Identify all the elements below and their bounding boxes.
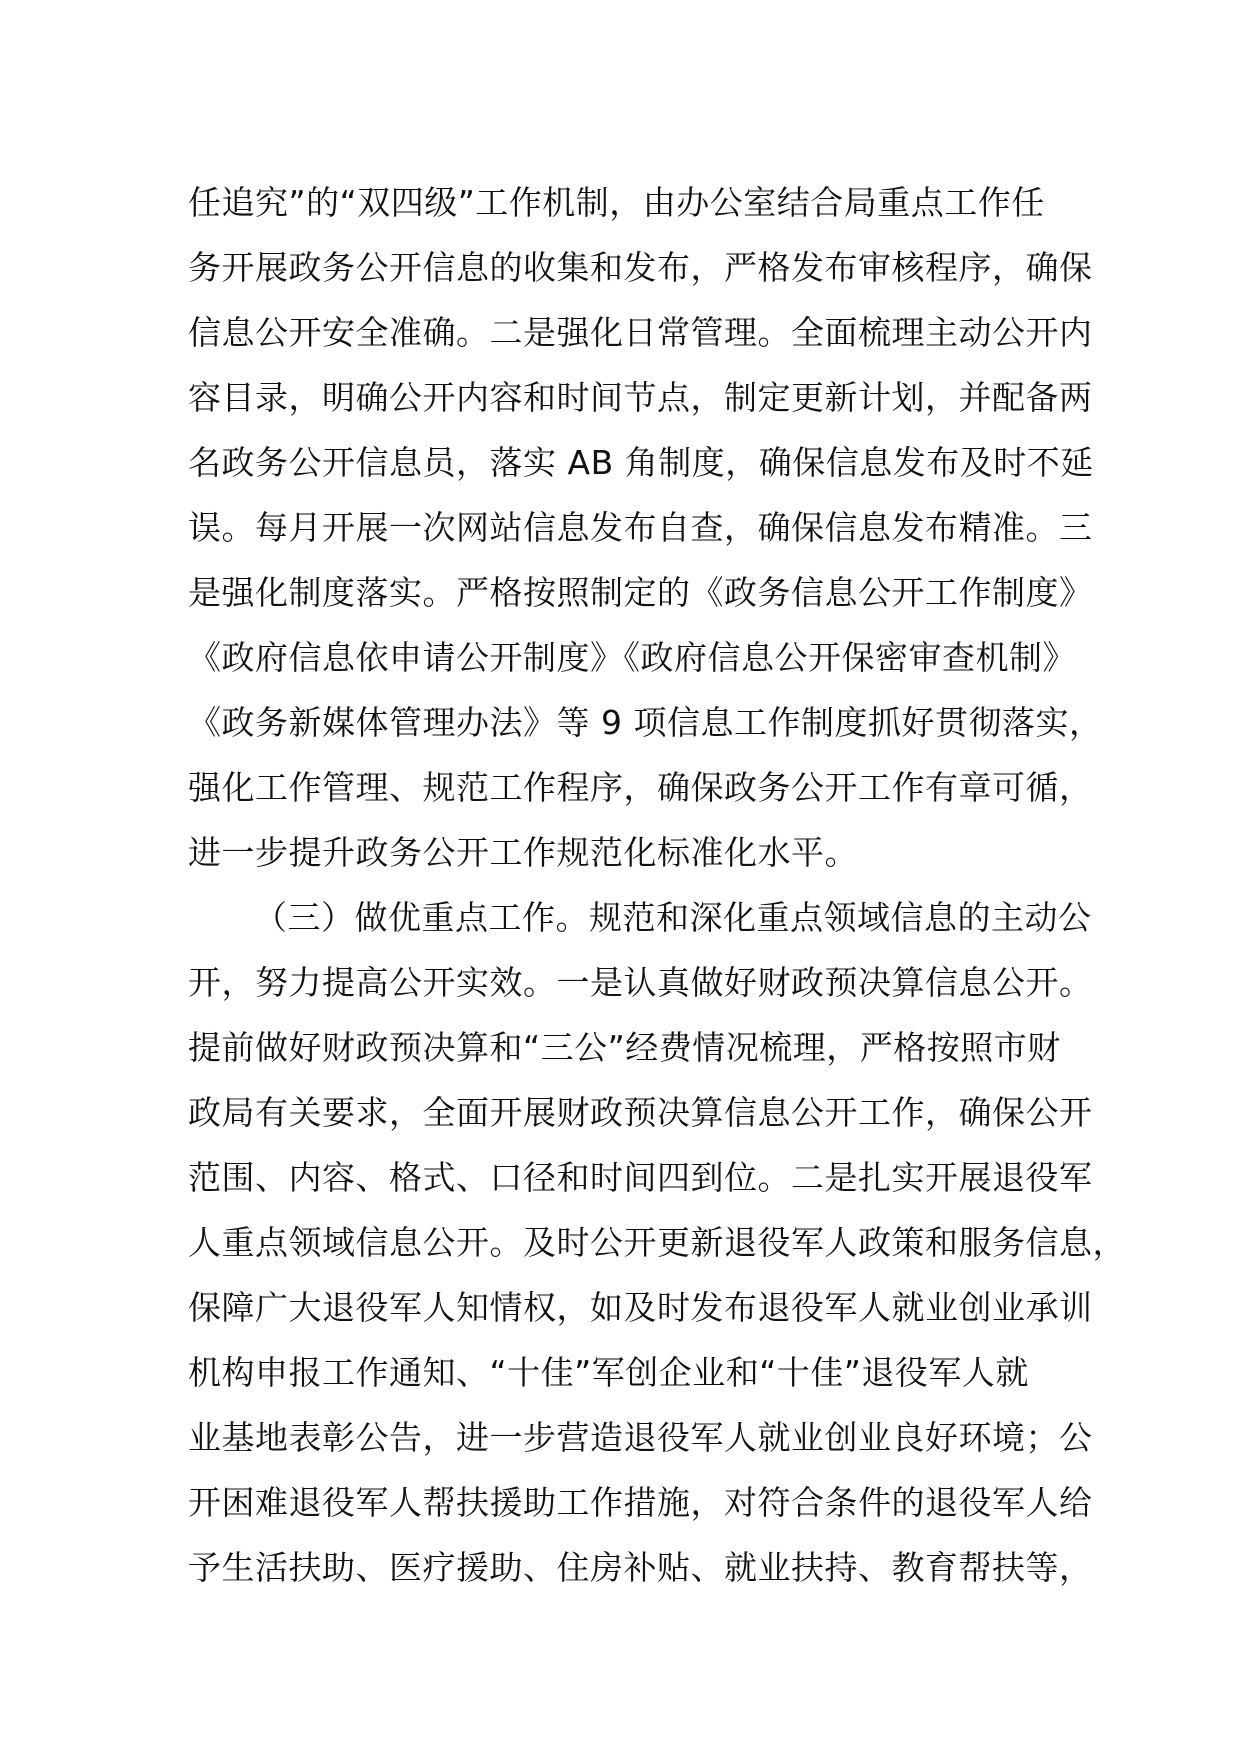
text-line: 误。每月开展一次网站信息发布自查，确保信息发布精准。三 <box>188 508 1093 547</box>
text-line: 是强化制度落实。严格按照制定的《政务信息公开工作制度》 <box>188 573 1093 612</box>
text-line: 人重点领域信息公开。及时公开更新退役军人政策和服务信息， <box>188 1223 1126 1262</box>
text-line: 《政务新媒体管理办法》等 9 项信息工作制度抓好贯彻落实， <box>188 703 1103 742</box>
text-line: 容目录，明确公开内容和时间节点，制定更新计划，并配备两 <box>188 378 1093 417</box>
text-line: 开，努力提高公开实效。一是认真做好财政预决算信息公开。 <box>188 963 1093 1002</box>
text-line: 提前做好财政预决算和“三公”经费情况梳理，严格按照市财 <box>188 1028 1061 1067</box>
text-line: 《政府信息依申请公开制度》《政府信息公开保密审查机制》 <box>188 638 1076 677</box>
text-line: 名政务公开信息员，落实 AB 角制度，确保信息发布及时不延 <box>188 443 1094 482</box>
body-text <box>188 170 1126 1600</box>
text-line: 开困难退役军人帮扶援助工作措施，对符合条件的退役军人给 <box>188 1483 1093 1522</box>
text-line: 机构申报工作通知、“十佳”军创企业和“十佳”退役军人就 <box>188 1353 1029 1392</box>
text-line: 政局有关要求，全面开展财政预决算信息公开工作，确保公开 <box>188 1093 1093 1132</box>
text-line: 业基地表彰公告，进一步营造退役军人就业创业良好环境；公 <box>188 1418 1093 1457</box>
text-line: 范围、内容、格式、口径和时间四到位。二是扎实开展退役军 <box>188 1158 1093 1197</box>
text-line: 强化工作管理、规范工作程序，确保政务公开工作有章可循， <box>188 768 1093 807</box>
text-line: 进一步提升政务公开工作规范化标准化水平。 <box>188 833 858 872</box>
text-line: 任追究”的“双四级”工作机制，由办公室结合局重点工作任 <box>188 183 1045 222</box>
text-line: 务开展政务公开信息的收集和发布，严格发布审核程序，确保 <box>188 248 1093 287</box>
text-line: 信息公开安全准确。二是强化日常管理。全面梳理主动公开内 <box>188 313 1093 352</box>
text-line: 保障广大退役军人知情权，如及时发布退役军人就业创业承训 <box>188 1288 1093 1327</box>
section-heading-line: （三）做优重点工作。规范和深化重点领域信息的主动公 <box>254 898 1092 937</box>
text-line: 予生活扶助、医疗援助、住房补贴、就业扶持、教育帮扶等， <box>188 1548 1093 1587</box>
